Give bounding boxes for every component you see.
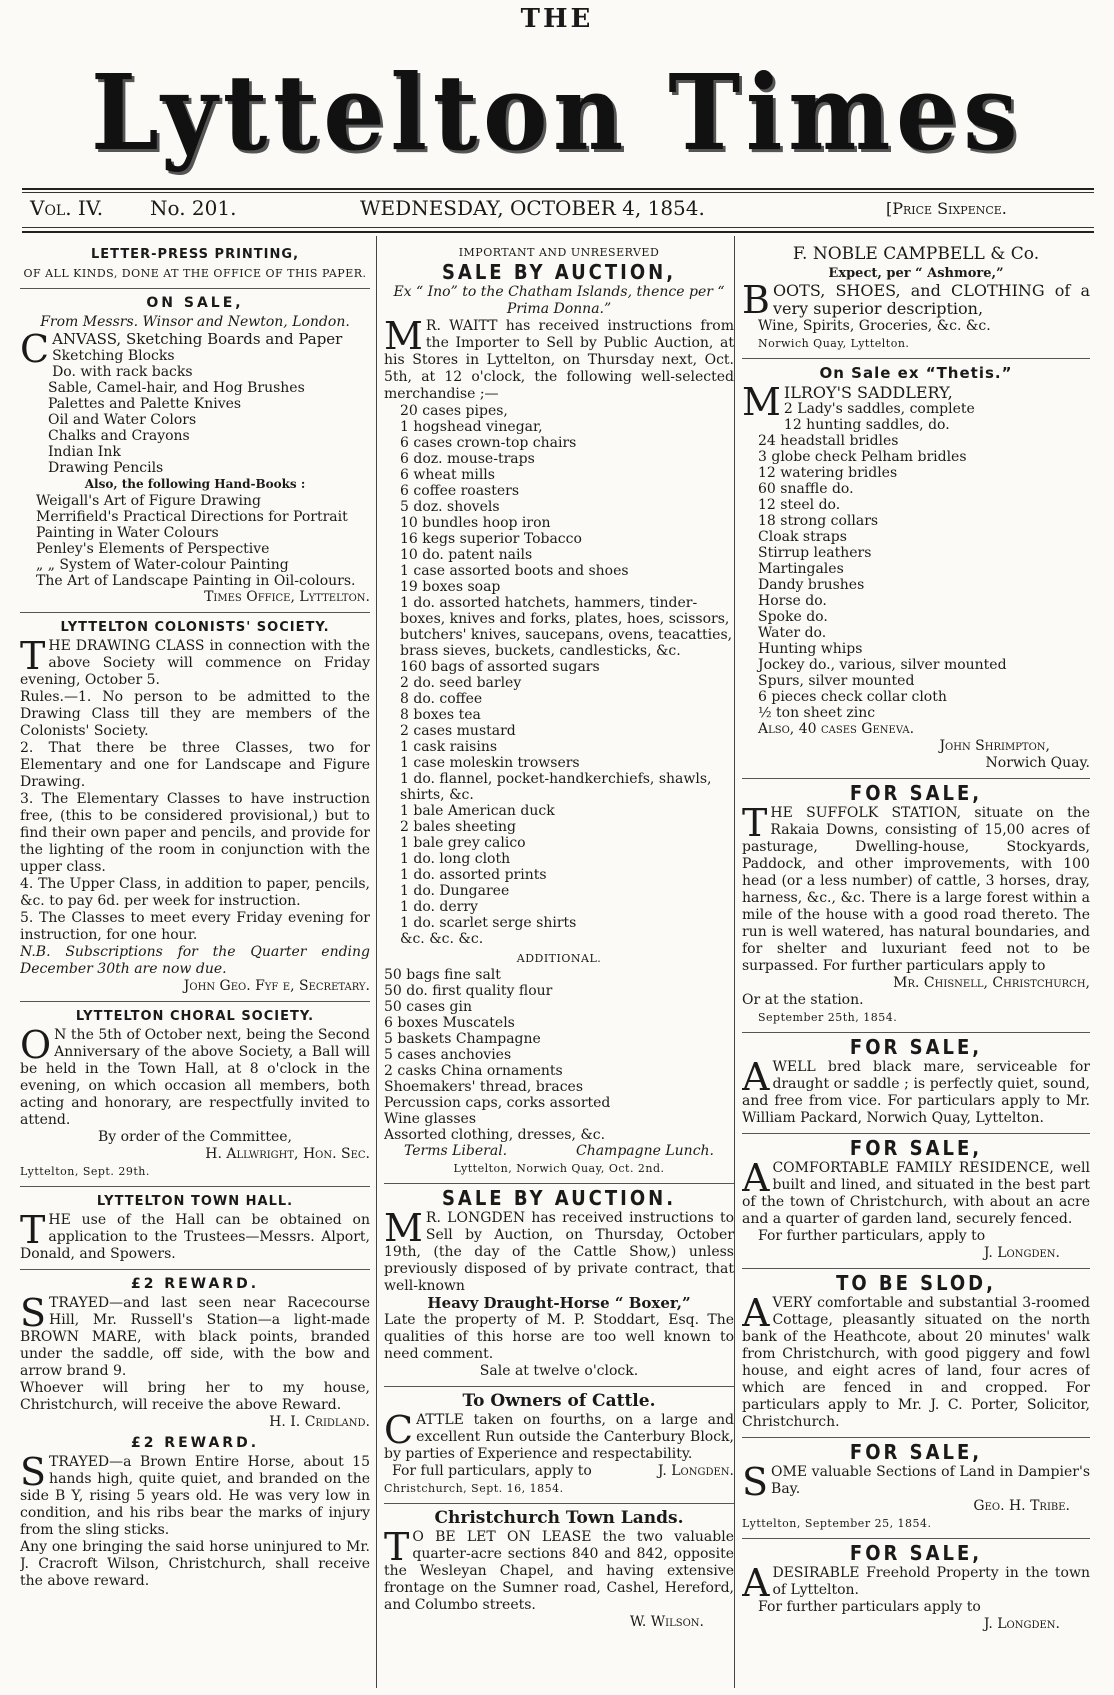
- ad-reward-mare: [20, 1276, 370, 1431]
- price: [Price Sixpence.: [886, 199, 1007, 218]
- list-item: „ „ System of Water-colour Painting: [36, 557, 289, 573]
- ad-address: Norwich Quay, Lyttelton.: [758, 337, 910, 350]
- saddlery-list: [742, 401, 1090, 721]
- ad-rule: 2. That there be three Classes, two for Elementary and one for Landscape and Figure Drawing.: [20, 740, 370, 790]
- separator: [20, 1001, 370, 1002]
- dateline-rule: [22, 227, 1094, 228]
- separator: [742, 1268, 1090, 1269]
- ad-town-lands: [384, 1510, 734, 1631]
- ad-signature: John Shrimpton,: [939, 738, 1050, 754]
- issue-date: WEDNESDAY, OCTOBER 4, 1854.: [360, 196, 705, 220]
- ad-body: TO BE LET ON LEASE the two valuable quarter-acre sections 840 and 842, opposite the Wesleyan Chapel, and having extensive frontage on the Sumner road, Cashel, Hereford, and Columbo streets.: [384, 1525, 734, 1613]
- list-item: 6 cases crown-top chairs: [400, 435, 577, 451]
- list-item: Palettes and Palette Knives: [48, 396, 242, 412]
- ad-lunch: Champagne Lunch.: [575, 1143, 714, 1159]
- masthead-the: THE: [520, 4, 594, 34]
- ad-body: CATTLE taken on fourths, on a large and excellent Run outside the Canterbury Block, by parties of Experience and respectability.: [384, 1408, 734, 1462]
- ad-note: N.B. Subscriptions for the Quarter ending December 30th are now due.: [20, 944, 370, 977]
- list-item: 19 boxes soap: [400, 579, 501, 595]
- ad-heading: LYTTELTON TOWN HALL.: [96, 1194, 294, 1209]
- ad-body: THE SUFFOLK STATION, situate on the Rakaia Downs, consisting of 15,00 acres of pasturage, Dwelling-house, Stockyards, Paddock, and other improvements, with 100 head (or a less number) of cattle, 3 horses, dray, harness, &c., &c. There is a large forest within a mile of the house with a good road thereto. The run is well watered, has natural boundaries, and for shelter and luxuriant feed not to be surpassed. For further particulars apply to: [742, 801, 1090, 974]
- ad-heading: LYTTELTON CHORAL SOCIETY.: [75, 1009, 315, 1024]
- ad-heading: SALE BY AUCTION.: [441, 1186, 677, 1210]
- ad-body: Late the property of M. P. Stoddart, Esq. The qualities of this horse are too well known to need comment.: [384, 1312, 734, 1362]
- separator: [742, 1437, 1090, 1438]
- separator: [384, 1183, 734, 1184]
- ad-black-mare: [742, 1035, 1090, 1127]
- list-item: 160 bags of assorted sugars: [400, 659, 600, 675]
- ad-signature: J. Longden.: [983, 1245, 1060, 1261]
- list-item: 1 case assorted boots and shoes: [400, 563, 629, 579]
- ad-body: MR. WAITT has received instructions from the Importer to Sell by Public Auction, at his Stores in Lyttelton, on Thursday next, Oct. 5th, at 12 o'clock, the following well-selected merchandise ;—: [384, 314, 734, 402]
- ad-body: BOOTS, SHOES, and CLOTHING of a very superior description,: [742, 278, 1090, 322]
- list-item: Hunting whips: [758, 641, 863, 657]
- separator: [384, 1386, 734, 1387]
- list-item: 8 boxes tea: [400, 707, 481, 723]
- ad-lead: CANVASS, Sketching Boards and Paper: [20, 327, 343, 371]
- list-item: &c. &c. &c.: [400, 931, 484, 947]
- list-item: 8 do. coffee: [400, 691, 483, 707]
- ad-body: STRAYED—a Brown Entire Horse, about 15 hands high, quite quiet, and branded on the side B Y, rising 5 years old. He was very low in condition, and his ribs bear the marks of injury from the sling sticks.: [20, 1450, 370, 1538]
- list-item: 2 casks China ornaments: [384, 1063, 563, 1079]
- separator: [742, 1538, 1090, 1539]
- column-divider: [376, 236, 377, 1688]
- ad-body: Whoever will bring her to my house, Christchurch, will receive the above Reward.: [20, 1380, 370, 1413]
- list-item: Drawing Pencils: [48, 460, 164, 476]
- list-item: 50 cases gin: [384, 999, 473, 1015]
- list-item: 1 do. Dungaree: [400, 883, 510, 899]
- list-item: Oil and Water Colors: [48, 412, 197, 428]
- list-item: Stirrup leathers: [758, 545, 872, 561]
- ad-also: Also, the following Hand-Books :: [84, 477, 306, 491]
- ad-signature: J. Longden.: [983, 1616, 1060, 1632]
- masthead: [20, 38, 1094, 188]
- ad-town-hall: [20, 1193, 370, 1263]
- ad-body: ON the 5th of October next, being the Second Anniversary of the above Society, a Ball will be held in the Town Hall, at 8 o'clock in the evening, on which occasion all members, both acting and honorary, are respectfully invited to attend.: [20, 1023, 370, 1128]
- list-item: 1 do. long cloth: [400, 851, 511, 867]
- ad-family-residence: [742, 1136, 1090, 1262]
- ad-rule: 3. The Elementary Classes to have instruction free, (this to be considered provisional,) but to find their own paper and pencils, and provide for the lighting of the room in conjunction with the upper class.: [20, 791, 370, 875]
- ad-choral-society: [20, 1008, 370, 1180]
- dateline: [30, 196, 1090, 226]
- list-item: 10 do. patent nails: [400, 547, 533, 563]
- list-item: 50 bags fine salt: [384, 967, 501, 983]
- ad-auction-waitt: [384, 244, 734, 1177]
- ad-signature: Geo. H. Tribe.: [973, 1498, 1070, 1514]
- list-item: 1 do. assorted hatchets, hammers, tinder-boxes, knives and forks, plates, hoes, scissors, butchers' knives, saucepans, ovens, teacatties, brass sieves, buckets, candlesticks, &c.: [400, 595, 733, 659]
- ad-apply: For full particulars, apply to: [392, 1463, 592, 1479]
- ad-body: Any one bringing the said horse uninjured to Mr. J. Cracroft Wilson, Christchurch, shall receive the above reward.: [20, 1539, 370, 1589]
- ad-heading: FOR SALE,: [849, 1035, 983, 1059]
- ad-signature: H. Allwright, Hon. Sec.: [205, 1146, 370, 1162]
- ad-signature: John Geo. Fyf e, Secretary.: [183, 978, 370, 994]
- list-item: 2 bales sheeting: [400, 819, 516, 835]
- supply-list: [20, 348, 370, 476]
- ad-land-sections: [742, 1440, 1090, 1532]
- ad-heading: Christchurch Town Lands.: [434, 1508, 684, 1528]
- ad-heading: F. NOBLE CAMPBELL & Co.: [792, 244, 1040, 264]
- separator: [20, 1269, 370, 1270]
- list-item: 2 Lady's saddles, complete: [783, 401, 975, 417]
- list-item: Horse do.: [758, 593, 827, 609]
- ad-terms-row: [384, 1143, 734, 1160]
- list-item: 3 globe check Pelham bridles: [758, 449, 967, 465]
- list-item: Dandy brushes: [758, 577, 865, 593]
- list-item: Indian Ink: [48, 444, 121, 460]
- ad-campbell: [742, 246, 1090, 352]
- masthead-rule-top-thin: [22, 192, 1094, 193]
- list-item: 1 do. derry: [400, 899, 478, 915]
- list-item: 20 cases pipes,: [400, 403, 508, 419]
- list-item: 6 doz. mouse-traps: [400, 451, 535, 467]
- ad-signature: H. I. Cridland.: [269, 1414, 370, 1430]
- list-item: Shoemakers' thread, braces: [384, 1079, 584, 1095]
- ad-body: STRAYED—and last seen near Racecourse Hill, Mr. Russell's Station—a light-made BROWN MARE, with black points, branded under the saddle, off side, with the bow and arrow brand 9.: [20, 1291, 370, 1379]
- issue-number: No. 201.: [150, 196, 237, 220]
- list-item: Martingales: [758, 561, 844, 577]
- ad-signature: J. Longden.: [657, 1463, 734, 1479]
- ad-rule: 5. The Classes to meet every Friday evening for instruction, for one hour.: [20, 910, 370, 943]
- ad-body: THE use of the Hall can be obtained on application to the Trustees—Messrs. Alport, Donald, and Spowers.: [20, 1208, 370, 1262]
- column-3: [742, 244, 1090, 1637]
- ad-heading: LETTER-PRESS PRINTING,: [90, 247, 300, 262]
- list-item: 1 case moleskin trowsers: [400, 755, 580, 771]
- volume: Vol. IV.: [30, 196, 104, 220]
- ad-body: THE DRAWING CLASS in connection with the above Society will commence on Friday evening, October 5.: [20, 634, 370, 688]
- ad-suffolk-station: [742, 781, 1090, 1026]
- ad-date: Christchurch, Sept. 16, 1854.: [384, 1482, 564, 1495]
- ad-body: AVERY comfortable and substantial 3-roomed Cottage, pleasantly situated on the north bank of the Heathcote, about 20 minutes' walk from Christchurch, with good piggery and fowl house, and eight acres of land, four acres of which are fenced in and cropped. For particulars apply to Mr. J. C. Porter, Solicitor, Christchurch.: [742, 1291, 1090, 1430]
- separator: [384, 1503, 734, 1504]
- ad-heading: ON SALE,: [146, 295, 244, 311]
- list-item: Wine glasses: [384, 1111, 476, 1127]
- list-item: 1 bale American duck: [400, 803, 555, 819]
- list-item: 60 snaffle do.: [758, 481, 854, 497]
- ad-date: Lyttelton, September 25, 1854.: [742, 1517, 932, 1530]
- ad-apply: For further particulars, apply to: [758, 1228, 986, 1244]
- ad-signature-note: Or at the station.: [742, 992, 864, 1008]
- list-item: Penley's Elements of Perspective: [36, 541, 270, 557]
- ad-lead: MILROY'S SADDLERY,: [742, 380, 953, 424]
- separator: [20, 1186, 370, 1187]
- separator: [742, 358, 1090, 359]
- list-item: 5 doz. shovels: [400, 499, 500, 515]
- list-item: Percussion caps, corks assorted: [384, 1095, 611, 1111]
- separator: [742, 1032, 1090, 1033]
- list-item: 5 cases anchovies: [384, 1047, 512, 1063]
- ad-signature: Mr. Chisnell, Christchurch,: [893, 975, 1090, 991]
- ad-heading: FOR SALE,: [849, 1136, 983, 1160]
- ad-milroy-saddlery: [742, 365, 1090, 772]
- ad-heading: £2 REWARD.: [130, 1435, 260, 1451]
- ad-also: Also, 40 cases Geneva.: [758, 721, 915, 737]
- list-item: ½ ton sheet zinc: [758, 705, 876, 721]
- ad-heading: On Sale ex “Thetis.”: [819, 364, 1013, 382]
- ad-terms: Terms Liberal.: [404, 1143, 508, 1159]
- ad-colonists-society: [20, 619, 370, 995]
- list-item: 1 do. flannel, pocket-handkerchiefs, shawls, shirts, &c.: [400, 771, 712, 803]
- list-item: 18 strong collars: [758, 513, 879, 529]
- ad-horse-name: Heavy Draught-Horse “ Boxer,”: [427, 1294, 691, 1312]
- list-item: The Art of Landscape Painting in Oil-colours.: [36, 573, 356, 589]
- list-item: 10 bundles hoop iron: [400, 515, 551, 531]
- ad-body: MR. LONGDEN has received instructions to Sell by Auction, on Thursday, October 19th, (the day of the Cattle Show,) unless previously disposed of by private contract, that well-known: [384, 1206, 734, 1294]
- ad-apply-row: [384, 1463, 734, 1480]
- list-item: 1 do. scarlet serge shirts: [400, 915, 577, 931]
- list-item: Sable, Camel-hair, and Hog Brushes: [48, 380, 305, 396]
- ad-rule: 4. The Upper Class, in addition to paper, pencils, &c. to pay 6d. per week for instruction.: [20, 876, 370, 909]
- ad-heading: £2 REWARD.: [130, 1276, 260, 1292]
- list-item: 1 do. assorted prints: [400, 867, 547, 883]
- merchandise-list: [384, 403, 734, 947]
- list-item: 24 headstall bridles: [758, 433, 899, 449]
- list-item: Spoke do.: [758, 609, 828, 625]
- ad-rule: Rules.—1. No person to be admitted to the Drawing Class till they are members of the Colonists' Society.: [20, 689, 370, 739]
- ad-cattle: [384, 1393, 734, 1497]
- list-item: 6 pieces check collar cloth: [758, 689, 947, 705]
- separator: [20, 612, 370, 613]
- ad-sale-time: Sale at twelve o'clock.: [479, 1363, 639, 1379]
- list-item: Do. with rack backs: [52, 364, 193, 380]
- list-item: 6 boxes Muscatels: [384, 1015, 515, 1031]
- ad-body: AWELL bred black mare, serviceable for draught or saddle ; is perfectly quiet, sound, and free from vice. For particulars apply to Mr. William Packard, Norwich Quay, Lyttelton.: [742, 1055, 1090, 1126]
- ad-heading: SALE BY AUCTION,: [441, 260, 677, 284]
- list-item: Merrifield's Practical Directions for Portrait Painting in Water Colours: [36, 509, 348, 541]
- dateline-rule-thick: [22, 231, 1094, 233]
- column-1: [20, 244, 370, 1594]
- list-item: Weigall's Art of Figure Drawing: [36, 493, 261, 509]
- list-item: 2 do. seed barley: [400, 675, 522, 691]
- list-item: 5 baskets Champagne: [384, 1031, 541, 1047]
- ad-body: SOME valuable Sections of Land in Dampier's Bay.: [742, 1460, 1090, 1504]
- ad-heading: FOR SALE,: [849, 781, 983, 805]
- ad-signature-address: Norwich Quay.: [985, 755, 1090, 771]
- ad-reward-horse: [20, 1435, 370, 1590]
- ad-date: Lyttelton, Sept. 29th.: [20, 1165, 150, 1178]
- list-item: 2 cases mustard: [400, 723, 516, 739]
- list-item: Jockey do., various, silver mounted: [758, 657, 1007, 673]
- list-item: Chalks and Crayons: [48, 428, 190, 444]
- masthead-title: Lyttelton Times: [90, 51, 1024, 174]
- list-item: 12 steel do.: [758, 497, 841, 513]
- separator: [20, 288, 370, 289]
- list-item: 1 cask raisins: [400, 739, 498, 755]
- list-item: Cloak straps: [758, 529, 847, 545]
- list-item: 6 coffee roasters: [400, 483, 520, 499]
- ad-date: Lyttelton, Norwich Quay, Oct. 2nd.: [453, 1162, 665, 1175]
- list-item: Sketching Blocks: [52, 348, 175, 364]
- list-item: Assorted clothing, dresses, &c.: [384, 1127, 606, 1143]
- separator: [742, 1133, 1090, 1134]
- ad-signature: Times Office, Lyttelton.: [204, 589, 370, 605]
- ad-winsor-newton: [20, 295, 370, 606]
- list-item: 1 hogshead vinegar,: [400, 419, 543, 435]
- ad-heading: FOR SALE,: [849, 1440, 983, 1464]
- ad-preheading: IMPORTANT AND UNRESERVED: [458, 246, 660, 259]
- book-list: [20, 493, 370, 589]
- list-item: 50 do. first quality flour: [384, 983, 553, 999]
- ad-subheading: Ex “ Ino” to the Chatham Islands, thence per “ Prima Donna.”: [393, 284, 725, 317]
- ad-order: By order of the Committee,: [97, 1129, 293, 1145]
- ad-heading: LYTTELTON COLONISTS' SOCIETY.: [60, 620, 330, 635]
- ad-additional: ADDITIONAL.: [516, 952, 602, 965]
- ad-heading: TO BE SLOD,: [836, 1271, 996, 1295]
- ad-heading: To Owners of Cattle.: [462, 1391, 656, 1411]
- column-2: [384, 244, 734, 1635]
- list-item: 16 kegs superior Tobacco: [400, 531, 582, 547]
- ad-body: ACOMFORTABLE FAMILY RESIDENCE, well built and lined, and situated in the best part of the town of Christchurch, with about an acre and a quarter of garden land, securely fenced.: [742, 1156, 1090, 1227]
- ad-apply: For further particulars apply to: [758, 1599, 981, 1615]
- ad-subheading: Expect, per “ Ashmore,”: [828, 266, 1004, 281]
- column-divider: [734, 236, 735, 1688]
- ad-signature: W. Wilson.: [629, 1614, 704, 1630]
- ad-subheading: OF ALL KINDS, DONE AT THE OFFICE OF THIS PAPER.: [23, 267, 367, 280]
- list-item: Water do.: [758, 625, 827, 641]
- ad-body: ADESIRABLE Freehold Property in the town of Lyttelton.: [742, 1561, 1090, 1605]
- list-item: Spurs, silver mounted: [758, 673, 915, 689]
- list-item: 1 bale grey calico: [400, 835, 526, 851]
- masthead-rule-top: [22, 188, 1094, 190]
- ad-body: Wine, Spirits, Groceries, &c. &c.: [758, 318, 991, 334]
- ad-freehold: [742, 1541, 1090, 1633]
- list-item: 12 watering bridles: [758, 465, 898, 481]
- ad-printing: [20, 246, 370, 282]
- separator: [742, 778, 1090, 779]
- ad-auction-longden: [384, 1186, 734, 1380]
- list-item: 12 hunting saddles, do.: [783, 417, 950, 433]
- ad-cottage: [742, 1271, 1090, 1431]
- ad-date: September 25th, 1854.: [758, 1011, 898, 1024]
- merchandise-list-additional: [384, 967, 734, 1143]
- list-item: 6 wheat mills: [400, 467, 495, 483]
- ad-heading: FOR SALE,: [849, 1541, 983, 1565]
- ad-subheading: From Messrs. Winsor and Newton, London.: [40, 314, 350, 330]
